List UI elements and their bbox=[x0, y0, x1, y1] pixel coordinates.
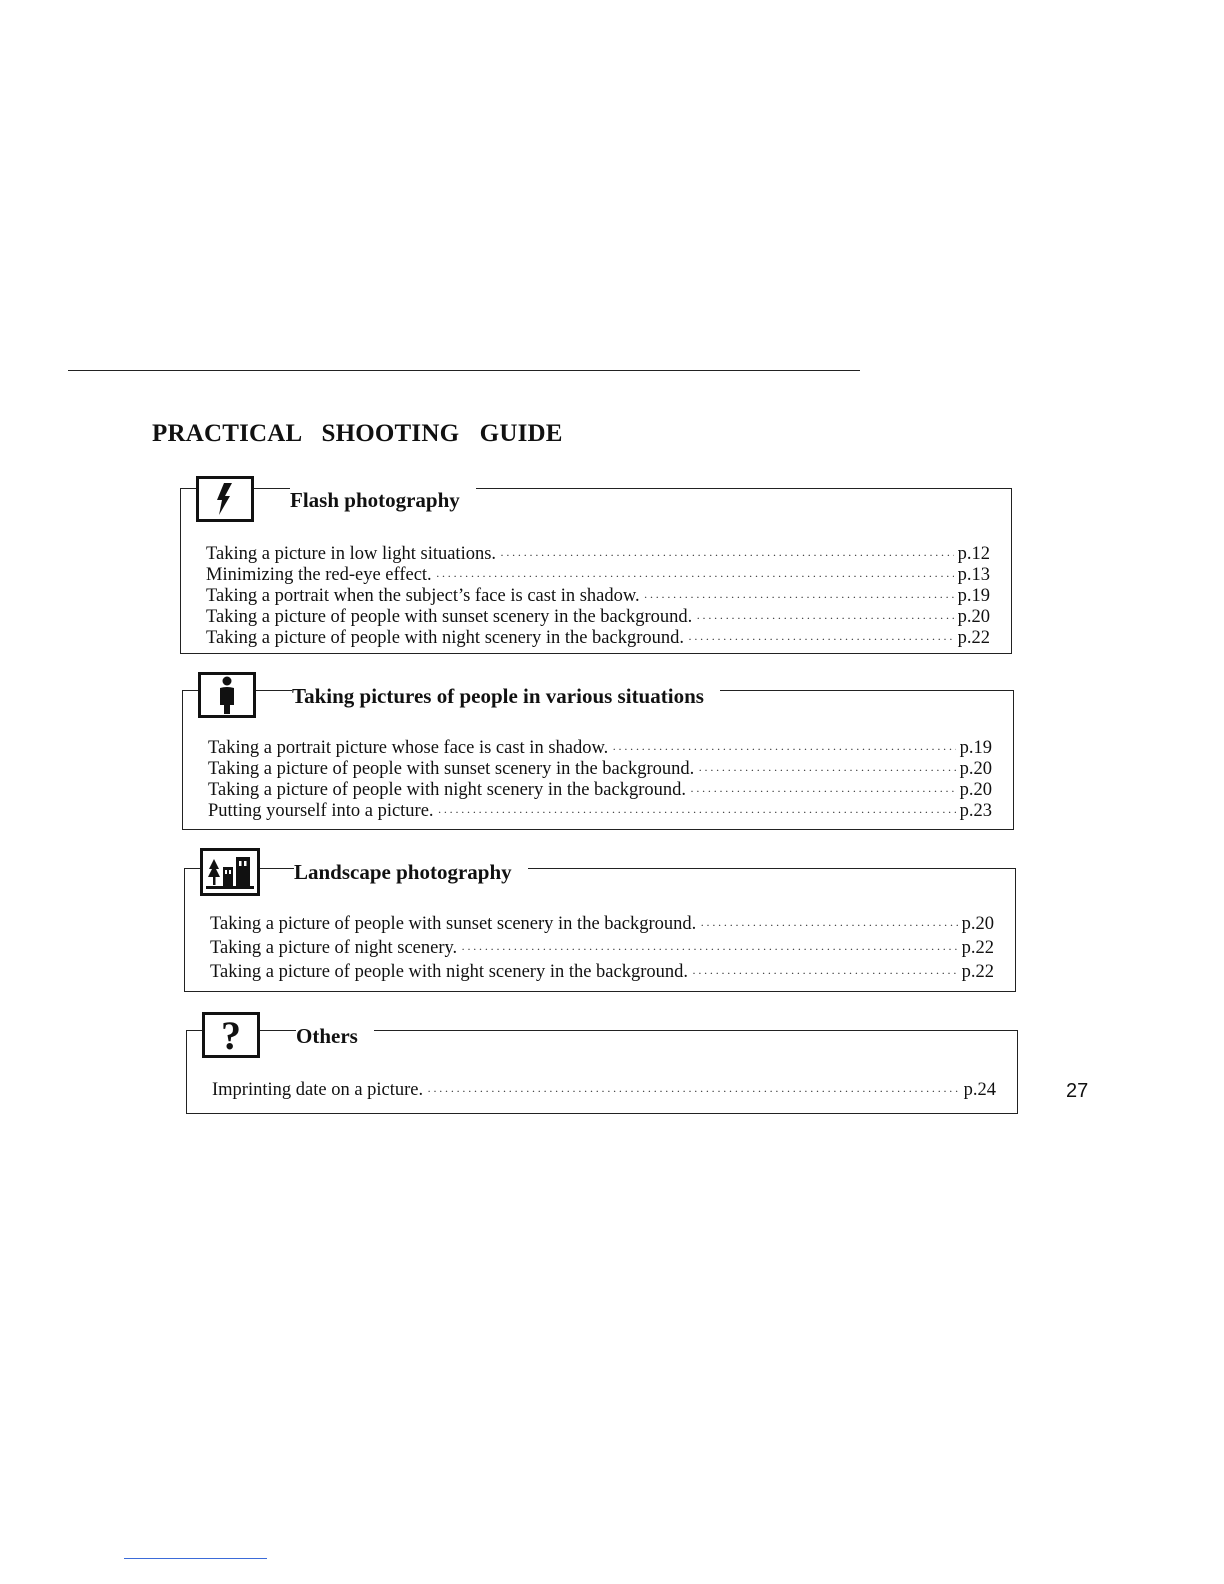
entry-text: Taking a picture of night scenery. bbox=[210, 938, 458, 958]
section-title: Flash photography bbox=[290, 488, 476, 513]
section-landscape-photography bbox=[184, 848, 1016, 992]
entry-text: Taking a picture of people with night scenery in the background. bbox=[210, 962, 689, 982]
question-mark-icon bbox=[202, 1012, 260, 1058]
entry-page: p.20 bbox=[959, 780, 992, 800]
list-item bbox=[208, 759, 992, 780]
list-item bbox=[206, 607, 990, 628]
person-icon bbox=[198, 672, 256, 718]
section-others bbox=[186, 1012, 1018, 1114]
section-title: Others bbox=[296, 1024, 374, 1049]
list-item bbox=[208, 801, 992, 822]
section-people bbox=[182, 672, 1014, 830]
entry-page: p.22 bbox=[961, 962, 994, 982]
entry-text: Taking a portrait when the subject’s face is cast in shadow. bbox=[206, 586, 640, 606]
entry-page: p.23 bbox=[959, 801, 992, 821]
entry-text: Taking a picture of people with sunset scenery in the background. bbox=[210, 914, 697, 934]
entry-list bbox=[212, 1080, 996, 1101]
list-item bbox=[206, 544, 990, 565]
entry-text: Minimizing the red-eye effect. bbox=[206, 565, 432, 585]
list-item bbox=[206, 586, 990, 607]
section-title: Taking pictures of people in various situations bbox=[292, 684, 720, 709]
page-number: 27 bbox=[1066, 1080, 1089, 1102]
entry-list bbox=[206, 544, 990, 649]
list-item bbox=[210, 938, 994, 962]
dot-leader bbox=[688, 629, 954, 650]
list-item bbox=[212, 1080, 996, 1101]
entry-page: p.19 bbox=[959, 738, 992, 758]
entry-page: p.24 bbox=[963, 1080, 996, 1100]
list-item bbox=[206, 565, 990, 586]
entry-text: Taking a portrait picture whose face is cast in shadow. bbox=[208, 738, 609, 758]
entry-page: p.19 bbox=[957, 586, 990, 606]
entry-page: p.20 bbox=[959, 759, 992, 779]
dot-leader bbox=[612, 739, 955, 760]
entry-text: Taking a picture of people with night scenery in the background. bbox=[208, 780, 687, 800]
dot-leader bbox=[644, 587, 954, 608]
entry-page: p.20 bbox=[961, 914, 994, 934]
entry-list bbox=[208, 738, 992, 822]
dot-leader bbox=[461, 939, 957, 960]
dot-leader bbox=[690, 781, 956, 802]
entry-text: Taking a picture in low light situations. bbox=[206, 544, 497, 564]
dot-leader bbox=[696, 608, 953, 629]
list-item bbox=[208, 738, 992, 759]
dot-leader bbox=[436, 566, 954, 587]
section-flash-photography bbox=[180, 476, 1012, 654]
list-item bbox=[210, 914, 994, 938]
dot-leader bbox=[698, 760, 955, 781]
page-title: PRACTICAL SHOOTING GUIDE bbox=[152, 420, 563, 447]
entry-text: Taking a picture of people with sunset scenery in the background. bbox=[208, 759, 695, 779]
dot-leader bbox=[700, 915, 957, 936]
entry-text: Taking a picture of people with sunset scenery in the background. bbox=[206, 607, 693, 627]
entry-page: p.22 bbox=[957, 628, 990, 648]
svg-text:?: ? bbox=[221, 1015, 241, 1055]
entry-page: p.12 bbox=[957, 544, 990, 564]
top-rule bbox=[68, 370, 860, 371]
list-item bbox=[210, 962, 994, 986]
entry-page: p.20 bbox=[957, 607, 990, 627]
entry-text: Putting yourself into a picture. bbox=[208, 801, 434, 821]
entry-text: Imprinting date on a picture. bbox=[212, 1080, 424, 1100]
entry-page: p.22 bbox=[961, 938, 994, 958]
dot-leader bbox=[438, 802, 956, 823]
landscape-icon bbox=[200, 848, 260, 896]
dot-leader bbox=[500, 545, 954, 566]
entry-text: Taking a picture of people with night scenery in the background. bbox=[206, 628, 685, 648]
entry-list bbox=[210, 914, 994, 986]
dot-leader bbox=[427, 1081, 959, 1102]
section-title: Landscape photography bbox=[294, 860, 528, 885]
list-item bbox=[206, 628, 990, 649]
entry-page: p.13 bbox=[957, 565, 990, 585]
list-item bbox=[208, 780, 992, 801]
flash-icon bbox=[196, 476, 254, 522]
dot-leader bbox=[692, 963, 958, 984]
bottom-line bbox=[124, 1558, 267, 1559]
